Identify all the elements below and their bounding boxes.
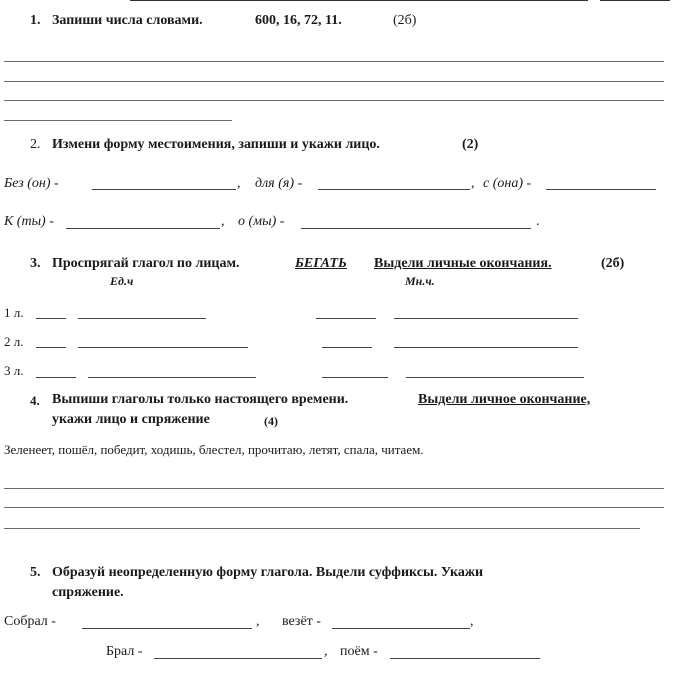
comma: , [237,176,241,191]
fill-blank[interactable] [546,189,656,190]
answer-line[interactable] [4,120,232,121]
task4-words: Зеленеет, пошёл, победит, ходишь, блестел, прочитаю, летят, спала, читаем. [4,442,424,457]
task3-verb: БЕГАТЬ [295,256,347,271]
task1-title: Запиши числа словами. [52,13,203,28]
conj-blank[interactable] [78,347,248,348]
task4-number: 4. [30,393,40,408]
pronoun-label: Без (он) - [4,176,59,191]
task1-points: (2б) [393,13,417,28]
task2-points: (2) [462,137,479,152]
answer-line[interactable] [4,100,664,101]
fill-blank[interactable] [154,658,322,659]
conj-blank[interactable] [322,377,388,378]
conj-blank[interactable] [394,347,578,348]
conj-blank[interactable] [36,347,66,348]
fill-blank[interactable] [82,628,252,629]
pronoun-label: К (ты) - [4,214,54,229]
pronoun-label: для (я) - [255,176,303,191]
conj-blank[interactable] [88,377,256,378]
task2-number: 2. [30,137,41,152]
period: . [536,214,540,229]
fill-blank[interactable] [318,189,470,190]
verb-label: Собрал - [4,614,56,629]
person-label: 2 л. [4,334,24,349]
task3-title: Проспрягай глагол по лицам. [52,256,240,271]
fill-blank[interactable] [332,628,470,629]
pronoun-label: с (она) - [483,176,532,191]
fill-blank[interactable] [66,228,220,229]
verb-label: везёт - [282,614,321,629]
conj-blank[interactable] [394,318,578,319]
answer-line[interactable] [4,528,640,529]
comma: , [256,614,260,629]
comma: , [470,614,474,629]
answer-line[interactable] [4,61,664,62]
fill-blank[interactable] [92,189,236,190]
task3-instruction: Выдели личные окончания. [374,256,552,271]
task5-line2: спряжение. [52,585,124,600]
answer-line[interactable] [4,507,664,508]
conj-blank[interactable] [316,318,376,319]
fill-blank[interactable] [390,658,540,659]
task1-numbers: 600, 16, 72, 11. [255,13,342,28]
comma: , [471,176,475,191]
task1-number: 1. [30,13,41,28]
verb-label: Брал - [106,644,143,659]
conj-blank[interactable] [322,347,372,348]
conj-blank[interactable] [36,377,76,378]
conj-blank[interactable] [36,318,66,319]
task2-title: Измени форму местоимения, запиши и укажи лицо. [52,137,380,152]
task4-points: (4) [264,414,278,428]
comma: , [324,644,328,659]
answer-line[interactable] [4,81,664,82]
person-label: 3 л. [4,363,24,378]
task5-title: Образуй неопределенную форму глагола. Выдели суффиксы. Укажи [52,565,484,580]
answer-line[interactable] [4,488,664,489]
conj-blank[interactable] [406,377,584,378]
task3-points: (2б) [601,256,625,271]
pronoun-label: о (мы) - [238,214,285,229]
conj-blank[interactable] [78,318,206,319]
top-cut-line-right [600,0,670,1]
task4-instruction: Выдели личное окончание, [418,392,591,407]
task4-title: Выпиши глаголы только настоящего времени. [52,392,349,407]
task5-number: 5. [30,565,41,580]
task3-number: 3. [30,256,41,271]
task4-line2: укажи лицо и спряжение [52,412,210,427]
singular-label: Ед.ч [110,274,134,288]
verb-label: поём - [340,644,378,659]
person-label: 1 л. [4,305,24,320]
plural-label: Мн.ч. [405,274,435,288]
top-cut-line [130,0,588,1]
comma: , [221,214,225,229]
fill-blank[interactable] [301,228,531,229]
